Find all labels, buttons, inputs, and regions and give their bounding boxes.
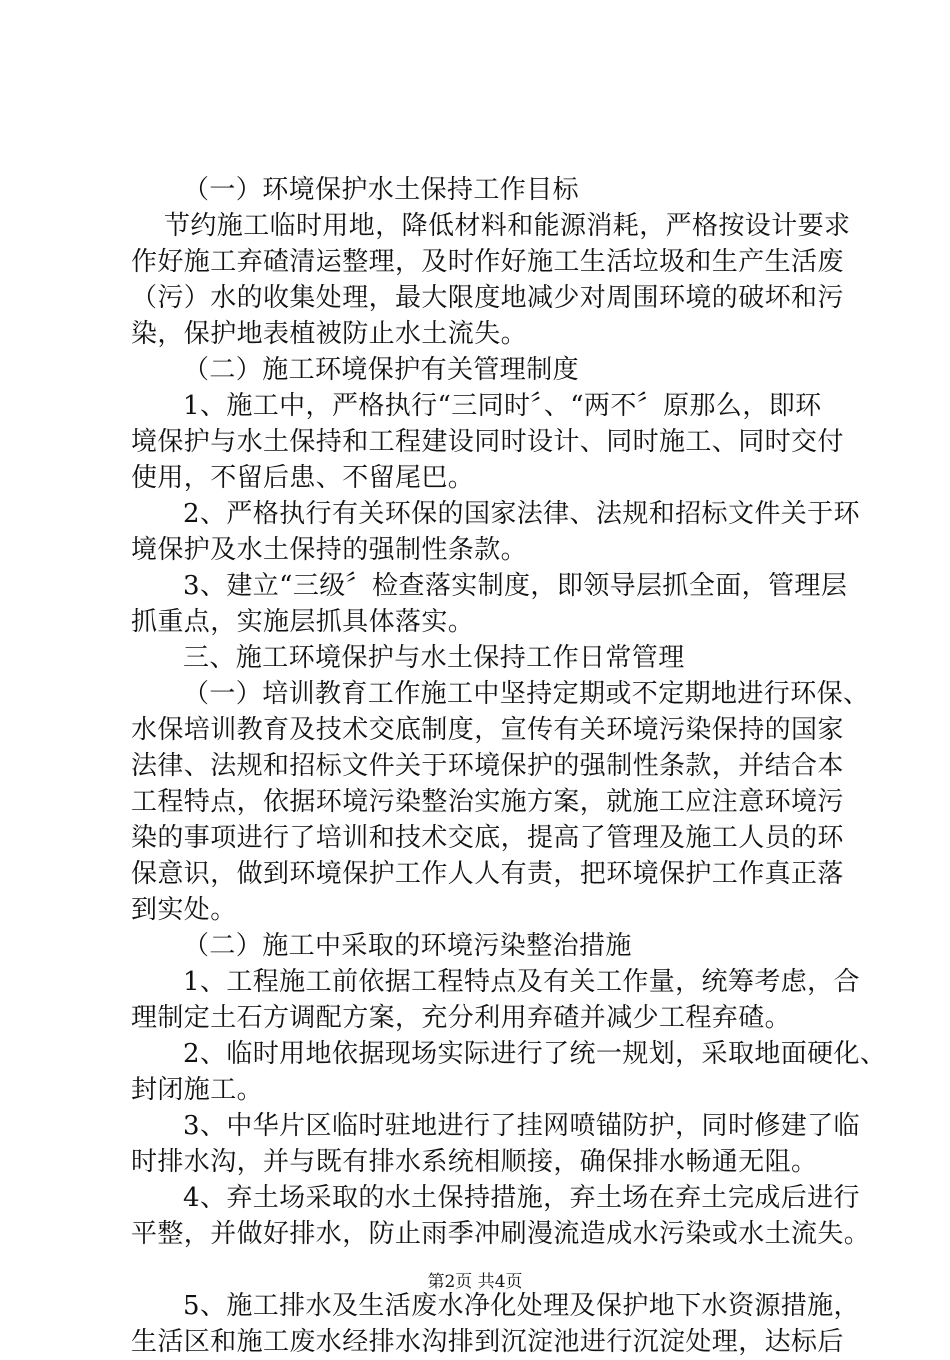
paragraph [131,928,831,964]
text-line: 抓重点，实施层抓具体落实。 [131,607,475,637]
paragraph [131,496,860,568]
text-line: 工程特点，依据环境污染整治实施方案，就施工应注意环境污 [131,787,844,817]
paragraph [131,676,870,928]
paragraph [131,208,851,352]
text-line: 境保护与水土保持和工程建设同时设计、同时施工、同时交付 [131,427,844,457]
text-line: 境保护及水土保持的强制性条款。 [131,535,528,565]
text-line: 染，保护地表植被防止水土流失。 [131,319,528,349]
paragraph [131,352,831,388]
text-line: 理制定土石方调配方案，充分利用弃碴并减少工程弃碴。 [131,1003,792,1033]
page-footer: 第2页 共4页 [427,1272,523,1292]
text-line: 作好施工弃碴清运整理，及时作好施工生活垃圾和生产生活废 [131,247,844,277]
text-line: （污）水的收集处理，最大限度地减少对周围环境的破坏和污 [131,283,844,313]
paragraph [131,1180,871,1252]
paragraph [131,964,860,1036]
paragraph [131,1036,887,1108]
text-line: 封闭施工。 [131,1075,264,1105]
text-line: 4、弃土场采取的水土保持措施，弃土场在弃土完成后进行 [183,1183,860,1213]
paragraph [131,388,844,496]
text-line: 时排水沟，并与既有排水系统相顺接，确保排水畅通无阻。 [131,1147,818,1177]
text-line: 使用，不留后患、不留尾巴。 [131,463,475,493]
text-line: 法律、法规和招标文件关于环境保护的强制性条款，并结合本 [131,751,844,781]
paragraph [131,172,831,208]
text-line: 三、施工环境保护与水土保持工作日常管理 [183,643,685,673]
paragraph [131,568,848,640]
text-line: 1、施工中，严格执行“三同时〞、“两不〞原那么，即环 [183,391,822,421]
text-line: 保意识，做到环境保护工作人人有责，把环境保护工作真正落 [131,859,844,889]
text-line: （二）施工中采取的环境污染整治措施 [183,931,632,961]
paragraph [131,1288,860,1360]
text-line: （一）培训教育工作施工中坚持定期或不定期地进行环保、 [183,679,870,709]
text-line: （一）环境保护水土保持工作目标 [183,175,580,205]
paragraph [131,1108,860,1180]
paragraph [131,640,831,676]
text-line: 2、临时用地依据现场实际进行了统一规划，采取地面硬化、 [183,1039,887,1069]
text-line: 5、施工排水及生活废水净化处理及保护地下水资源措施， [183,1291,860,1321]
text-line: 到实处。 [131,895,237,925]
text-line: 染的事项进行了培训和技术交底，提高了管理及施工人员的环 [131,823,844,853]
text-line: （二）施工环境保护有关管理制度 [183,355,580,385]
text-line: 水保培训教育及技术交底制度，宣传有关环境污染保持的国家 [131,715,844,745]
text-line: 3、中华片区临时驻地进行了挂网喷锚防护，同时修建了临 [183,1111,860,1141]
text-line: 平整，并做好排水，防止雨季冲刷漫流造成水污染或水土流失。 [131,1219,871,1249]
document-body [131,172,887,1360]
text-line: 生活区和施工废水经排水沟排到沉淀池进行沉淀处理，达标后 [131,1327,844,1357]
text-line: 3、建立“三级〞检查落实制度，即领导层抓全面，管理层 [183,571,848,601]
text-line: 节约施工临时用地，降低材料和能源消耗，严格按设计要求 [164,211,851,241]
text-line: 2、严格执行有关环保的国家法律、法规和招标文件关于环 [183,499,860,529]
text-line: 1、工程施工前依据工程特点及有关工作量，统筹考虑，合 [183,967,860,997]
